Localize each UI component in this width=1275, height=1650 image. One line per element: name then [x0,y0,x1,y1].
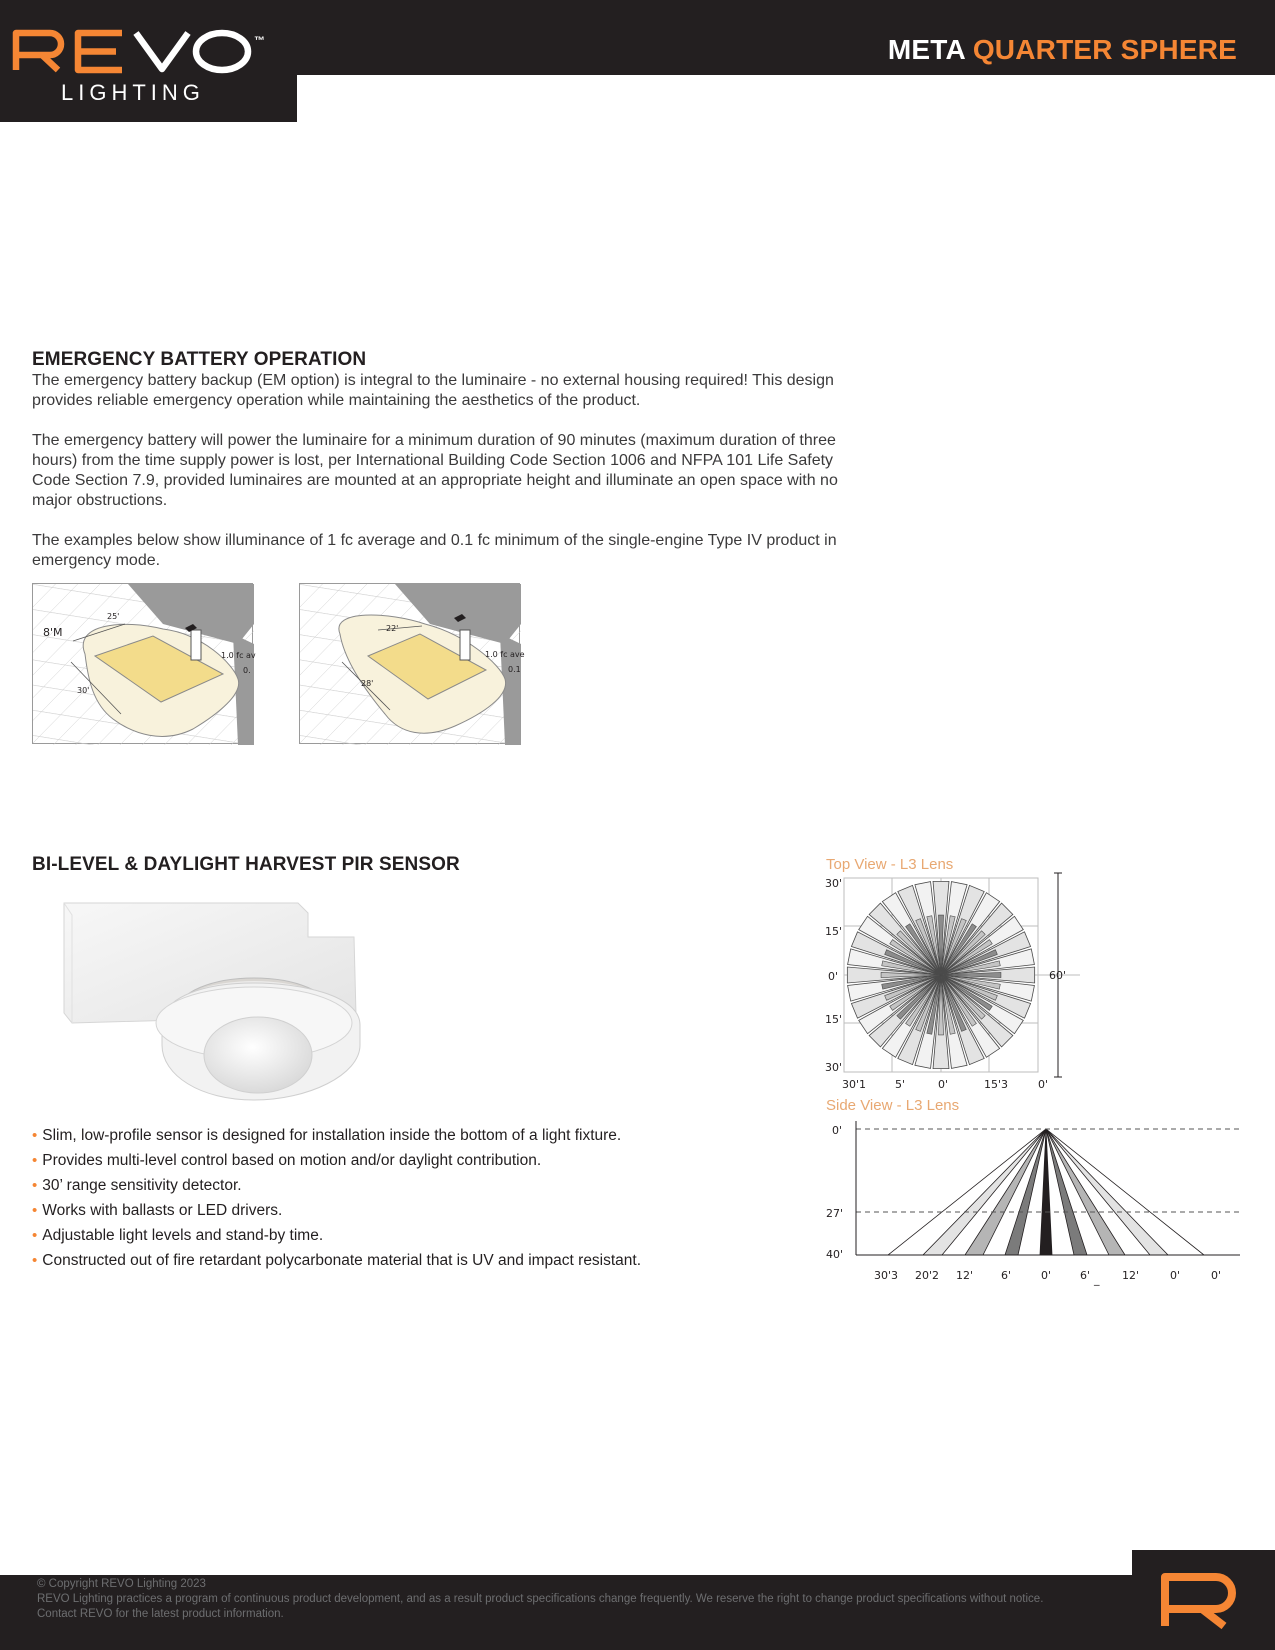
top-view-x-tick: 0' [938,1078,949,1091]
footer-logo-box [1132,1550,1275,1650]
bullet-text: Works with ballasts or LED drivers. [42,1202,283,1219]
bullet-icon: • [32,1252,38,1269]
list-item [32,1225,641,1250]
side-view-y-tick: 40' [826,1248,844,1261]
list-item [32,1175,641,1200]
side-view-detection-zones [888,1129,1204,1255]
emergency-heading: EMERGENCY BATTERY OPERATION [32,349,367,370]
illuminance-diagram-1 [33,584,254,745]
top-view-x-tick: 15'3 [984,1078,1009,1091]
product-title-model: QUARTER SPHERE [972,34,1237,65]
side-view-x-tick: 12' [956,1269,974,1282]
top-view-y-tick: 15' [825,1013,843,1026]
top-view-coverage-diagram [818,865,1080,1095]
product-title-line: META [887,34,965,65]
revo-r-logo-icon [1160,1572,1250,1628]
trademark-symbol: ™ [254,35,265,47]
side-view-x-tick: 12' [1122,1269,1140,1282]
pir-sensor-illustration [58,895,368,1105]
fig2-min-label: 0.1 [508,665,521,674]
side-view-x-tick: 30'3 [874,1269,899,1282]
fig2-depth-label: 28' [361,679,374,688]
bullet-icon: • [32,1177,38,1194]
footer-text [37,1577,1057,1622]
brand-logo [0,0,297,122]
top-view-x-tick: 5' [895,1078,906,1091]
top-view-y-tick: 30' [825,1061,843,1074]
illuminance-figure-2 [299,583,525,744]
side-view-x-tick: 0' [1170,1269,1181,1282]
illuminance-figure-1 [32,583,256,744]
logo-lighting-text: LIGHTING [61,80,205,105]
bullet-text: Provides multi-level control based on motion and/or daylight contribution. [42,1152,542,1169]
emergency-paragraph-3: The examples below show illuminance of 1 fc average and 0.1 fc minimum of the single-engine Type IV product in emergency mode. [32,532,837,569]
top-view-x-tick: 0' [1038,1078,1049,1091]
copyright-text: © Copyright REVO Lighting 2023 [37,1578,206,1590]
side-view-mark: _ [1094,1273,1100,1286]
bullet-text: Constructed out of fire retardant polycarbonate material that is UV and impact resistant. [42,1252,642,1269]
fig1-width-label: 25' [107,612,120,621]
emergency-paragraph-2: The emergency battery will power the luminaire for a minimum duration of 90 minutes (maximum duration of three hours) from the time supply power is lost, per International Building Code Section 1006 and NFPA 101 Life Safety Code Section 7.9, provided luminaires are mounted at an appropriate height and illuminate an open space with no major obstructions. [32,432,838,509]
bullet-text: Adjustable light levels and stand-by time. [42,1227,324,1244]
fig1-min-label: 0. [243,666,251,675]
fig1-height-label: 8'M [43,626,63,639]
sensor-heading: BI-LEVEL & DAYLIGHT HARVEST PIR SENSOR [32,854,460,875]
top-view-y-tick: 30' [825,877,843,890]
list-item [32,1200,641,1225]
list-item [32,1125,641,1150]
top-view-y-tick: 15' [825,925,843,938]
emergency-paragraph-1: The emergency battery backup (EM option) is integral to the luminaire - no external housing required! This design provides reliable emergency operation while maintaining the aesthetics of the product. [32,372,834,409]
fig1-avg-label: 1.0 fc av [221,651,256,660]
side-view-x-tick: 0' [1041,1269,1052,1282]
side-view-title: Side View - L3 Lens [826,1097,960,1114]
side-view-y-tick: 27' [826,1207,844,1220]
top-view-detection-zones [847,881,1034,1068]
bullet-icon: • [32,1127,38,1144]
bullet-icon: • [32,1152,38,1169]
bullet-icon: • [32,1202,38,1219]
top-view-title: Top View - L3 Lens [826,856,954,873]
sensor-feature-list [32,1125,641,1275]
side-view-y-tick: 0' [832,1124,843,1137]
list-item [32,1150,641,1175]
side-view-coverage-diagram [820,1118,1250,1288]
side-view-x-tick: 0' [1211,1269,1222,1282]
side-view-x-tick: 20'2 [915,1269,940,1282]
illuminance-diagram-2 [300,584,525,745]
bullet-text: 30’ range sensitivity detector. [42,1177,242,1194]
fig1-depth-label: 30' [77,686,90,695]
top-view-x-tick: 30'1 [842,1078,867,1091]
disclaimer-text: REVO Lighting practices a program of continuous product development, and as a result product specifications change frequently. We reserve the right to change product specifications without notice. Contact REVO for the latest product information. [37,1593,1044,1620]
pir-sensor-image [58,895,368,1105]
fig2-width-label: 22' [386,624,399,633]
bullet-text: Slim, low-profile sensor is designed for installation inside the bottom of a light fixture. [42,1127,622,1144]
top-view-y-tick: 0' [828,970,839,983]
list-item [32,1250,641,1275]
revo-wordmark-logo [12,28,254,72]
product-title [888,34,1237,66]
bullet-icon: • [32,1227,38,1244]
fig2-avg-label: 1.0 fc ave [485,650,525,659]
side-view-x-tick: 6' [1001,1269,1012,1282]
side-view-x-tick: 6' [1080,1269,1091,1282]
top-view-span-label: 60' [1049,969,1067,982]
